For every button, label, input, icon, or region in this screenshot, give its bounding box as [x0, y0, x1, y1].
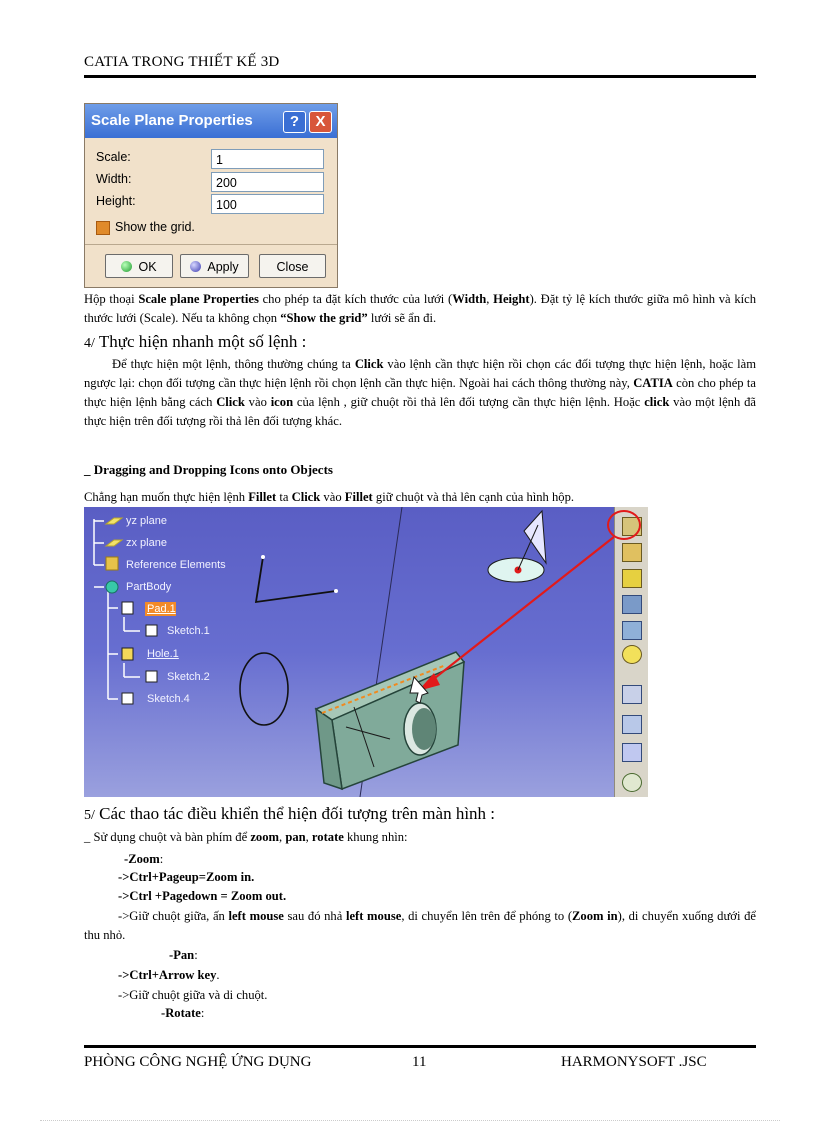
dialog-divider: [85, 244, 337, 245]
section-5-number: 5/: [84, 808, 95, 823]
zoom-line-3: ->Giữ chuột giữa, ấn left mouse sau đó nhả left mouse, di chuyển lên trên để phóng to (Zoom in), di chuyển xuống dưới để thu nhỏ.: [84, 909, 756, 942]
pan-line-2: ->Giữ chuột giữa và di chuột.: [118, 988, 268, 1002]
tree-partbody[interactable]: PartBody: [126, 581, 172, 593]
page-number: 11: [412, 1054, 427, 1070]
footer-department: PHÒNG CÔNG NGHỆ ỨNG DỤNG: [84, 1054, 312, 1070]
highlight-circle: [607, 510, 641, 540]
tree-sketch4[interactable]: Sketch.4: [147, 693, 190, 705]
tree-hole1[interactable]: Hole.1: [147, 648, 179, 660]
zoom-line-1: ->Ctrl+Pageup=Zoom in.: [118, 870, 255, 884]
page-header: CATIA TRONG THIẾT KẾ 3D: [84, 54, 280, 70]
height-label: Height:: [96, 194, 136, 208]
show-grid-checkbox[interactable]: [96, 221, 110, 235]
zoom-heading: -Zoom:: [124, 852, 164, 866]
transform-icon[interactable]: [622, 685, 642, 704]
zoom-line-2: ->Ctrl +Pagedown = Zoom out.: [118, 889, 287, 903]
catia-screenshot: [84, 507, 648, 797]
apply-label: Apply: [207, 260, 239, 274]
scale-label: Scale:: [96, 150, 131, 164]
close-button[interactable]: Close: [259, 254, 326, 278]
width-label: Width:: [96, 172, 132, 186]
fillet-example-paragraph: Chẳng hạn muốn thực hiện lệnh Fillet ta Click vào Fillet giữ chuột và thả lên cạnh của hình hộp.: [84, 490, 575, 504]
width-field[interactable]: 200: [211, 172, 324, 192]
footer-company: HARMONYSOFT .JSC: [561, 1054, 707, 1070]
page-bottom-edge: [40, 1120, 780, 1121]
help-button[interactable]: ?: [283, 111, 306, 133]
chamfer-icon[interactable]: [622, 543, 642, 562]
section-5-intro: _ Sử dụng chuột và bàn phím để zoom, pan, rotate khung nhìn:: [84, 830, 408, 844]
section-4-heading: [84, 332, 306, 352]
apply-icon: [190, 261, 201, 272]
shell-icon[interactable]: [622, 595, 642, 614]
pan-line-1: ->Ctrl+Arrow key.: [118, 968, 220, 982]
thickness-icon[interactable]: [622, 621, 642, 640]
dialog-title: Scale Plane Properties: [91, 112, 253, 129]
mirror-icon[interactable]: [622, 715, 642, 734]
rotate-heading: -Rotate:: [161, 1006, 205, 1020]
dialog-description: Hộp thoại Scale plane Properties cho phép ta đặt kích thước của lưới (Width, Height). Đặt tỷ lệ kích thước giữa mô hình và kích thước lưới (Scale). Nếu ta không chọn “Show the grid” lưới sẽ ẩn đi.: [84, 292, 757, 325]
drag-drop-heading: _ Dragging and Dropping Icons onto Objects: [84, 462, 333, 477]
pan-heading: -Pan:: [169, 948, 198, 962]
tree-zx-plane[interactable]: zx plane: [126, 537, 167, 549]
tree-sketch2[interactable]: Sketch.2: [167, 671, 210, 683]
section-5-heading: [84, 804, 495, 824]
section-5-title: Các thao tác điều khiển thể hiện đối tượng trên màn hình :: [99, 804, 496, 823]
thread-icon[interactable]: [622, 645, 642, 664]
header-rule: [84, 75, 756, 78]
pattern-icon[interactable]: [622, 743, 642, 762]
ok-icon: [121, 261, 132, 272]
dialog-titlebar: [85, 104, 337, 138]
scale-icon[interactable]: [622, 773, 642, 792]
height-field[interactable]: 100: [211, 194, 324, 214]
tree-pad1[interactable]: Pad.1: [147, 603, 176, 615]
ok-label: OK: [138, 260, 157, 274]
draft-icon[interactable]: [622, 569, 642, 588]
section-4-title: Thực hiện nhanh một số lệnh :: [98, 332, 307, 351]
scale-plane-dialog: [84, 103, 338, 288]
tree-reference-elements[interactable]: Reference Elements: [126, 559, 226, 571]
apply-button[interactable]: [180, 254, 249, 278]
section-4-paragraph: Để thực hiện một lệnh, thông thường chúng ta Click vào lệnh cần thực hiện rồi chọn các đối tượng thực hiện lệnh, hoặc làm ngược lại: chọn đối tượng cần thực hiện lệnh rồi chọn lệnh cần thực hiện. Ngoài hai cách thông thường này, CATIA còn cho phép ta thực hiện lệnh bằng cách Click vào icon của lệnh , giữ chuột rồi thả lên đối tượng cần thực hiện lệnh. Hoặc click vào một lệnh đã thực hiện trên đối tượng rồi thả lên đối tượng khác.: [84, 357, 756, 428]
catia-toolbar: [614, 507, 648, 797]
footer-rule: [84, 1045, 756, 1048]
tree-sketch1[interactable]: Sketch.1: [167, 625, 210, 637]
tree-yz-plane[interactable]: yz plane: [126, 515, 167, 527]
close-x-button[interactable]: X: [309, 111, 332, 133]
show-grid-label: Show the grid.: [115, 220, 195, 234]
ok-button[interactable]: [105, 254, 173, 278]
section-4-number: 4/: [84, 336, 95, 351]
scale-field[interactable]: 1: [211, 149, 324, 169]
